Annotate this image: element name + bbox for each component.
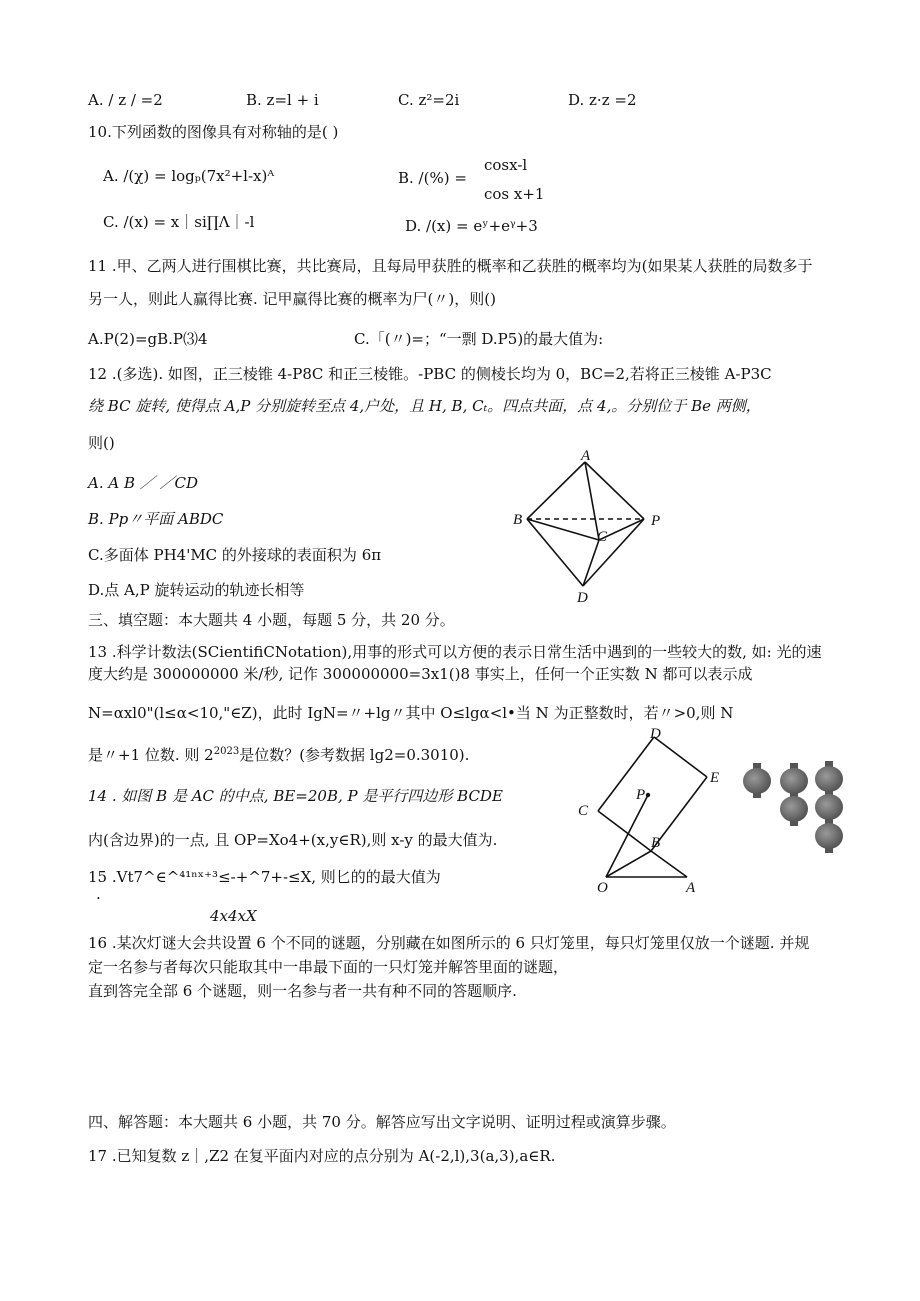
q11-line-1: 11 .甲、乙两人进行围棋比赛，共比赛局，且每局甲获胜的概率和乙获胜的概率均为(如果某人获胜的局数多于 [88, 257, 813, 275]
q9-option-d: D. z·z =2 [568, 91, 637, 109]
parallelogram-figure [570, 722, 730, 894]
label-b: B [651, 835, 661, 851]
label-e: E [710, 770, 720, 786]
q13-line-4 [88, 742, 469, 765]
q13-line-1: 13 .科学计数法(SCientifiCNotation),用事的形式可以方便的表示日常生活中遇到的一些较大的数, 如: 光的速 [88, 643, 822, 661]
label-c: C [597, 529, 608, 545]
q12-line-2: 绕 BC 旋转, 使得点 A,P 分别旋转至点 4,户处，且 H, B, Cₜ。四点共面，点 4,。分别位于 Be 两侧， [88, 397, 761, 415]
q12-option-b: B. Pp〃平面 ABDC [88, 510, 224, 528]
edge-bd [527, 519, 583, 586]
edge-pd [583, 519, 644, 586]
label-d: D [650, 726, 661, 742]
q12-option-d: D.点 A,P 旋转运动的轨迹长相等 [88, 581, 305, 599]
bipyramid-figure [505, 448, 695, 608]
q10-option-a: A. /(χ) = logₚ(7x²+l-x)ᴬ [103, 167, 275, 185]
section-4-heading: 四、解答题：本大题共 6 小题，共 70 分。解答应写出文字说明、证明过程或演算步骤。 [88, 1113, 676, 1131]
lantern-string-middle [780, 763, 808, 826]
q10-option-b-prefix: B. /(%) = [398, 169, 467, 187]
lantern [743, 768, 771, 794]
edge-de [654, 737, 707, 777]
q9-option-a: A. / z / =2 [88, 91, 163, 109]
label-a: A [686, 880, 696, 894]
q13-line-2: 度大约是 300000000 米/秒, 记作 300000000=3x1()8 事实上，任何一个正实数 N 都可以表示成 [88, 665, 753, 683]
lantern [815, 766, 843, 792]
q10-option-b-numerator: cosx-l [484, 156, 528, 174]
label-p: P [651, 513, 661, 529]
q11-options-cd: C.「(〃)=；“一剽 D.P5)的最大值为: [354, 330, 604, 348]
q13-line-4-end: 是位数？(参考数据 lg2=0.3010). [239, 746, 470, 764]
q16-line-2: 定一名参与者每次只能取其中一串最下面的一只灯笼并解答里面的谜题， [88, 958, 569, 976]
q11-line-2: 另一人，则此人赢得比赛. 记甲赢得比赛的概率为尸(〃)，则() [88, 290, 496, 308]
segment-ba [651, 851, 687, 877]
q15-dot: . [96, 885, 101, 903]
point-p [646, 793, 650, 797]
lantern [780, 796, 808, 822]
q13-line-4-start: 是〃+1 位数. 则 2 [88, 746, 214, 764]
lantern-string-right [815, 761, 843, 853]
q10-option-d: D. /(x) = eʸ+eᵞ+3 [405, 217, 538, 235]
edge-cd [583, 540, 599, 586]
q16-line-1: 16 .某次灯谜大会共设置 6 个不同的谜题，分别藏在如图所示的 6 只灯笼里，每只灯笼里仅放一个谜题. 并规 [88, 934, 810, 952]
label-a: A [581, 448, 591, 464]
q12-option-c: C.多面体 PH4'MC 的外接球的表面积为 6π [88, 546, 382, 564]
q11-options-ab: A.P(2)=gB.P⑶4 [88, 330, 208, 348]
label-p: P [636, 787, 646, 803]
q12-option-a: A. A B ／ ／CD [88, 474, 199, 492]
q9-option-c: C. z²=2i [398, 91, 460, 109]
edge-bc [527, 519, 599, 540]
q15-line-1: 15 .Vt7^∈^⁴¹ⁿˣ⁺³≤-+^7+-≤X, 则匕的的最大值为 [88, 868, 441, 886]
q13-line-3: N=αxl0"(l≤α<10,"∈Z)，此时 IgN=〃+lg〃其中 O≤lgα<l•当 N 为正整数时，若〃>0,则 N [88, 704, 734, 722]
q9-option-b: B. z=l + i [246, 91, 319, 109]
label-c: C [578, 803, 589, 819]
section-3-heading: 三、填空题：本大题共 4 小题，每题 5 分，共 20 分。 [88, 611, 455, 629]
lantern-string-left [743, 763, 771, 798]
edge-ab [527, 462, 585, 519]
lantern [815, 794, 843, 820]
edge-cb [598, 811, 651, 851]
q14-line-2: 内(含边界)的一点, 且 OP=Xo4+(x,y∈R),则 x-y 的最大值为. [88, 831, 498, 849]
q15-line-2: 4x4xX [210, 907, 257, 925]
label-d: D [577, 590, 588, 606]
q12-line-1: 12 .(多选). 如图，正三棱锥 4-P8C 和正三棱锥。-PBC 的侧棱长均为 0，BC=2,若将正三棱锥 A-P3C [88, 365, 772, 383]
q17-line-1: 17 .已知复数 z｜,Z2 在复平面内对应的点分别为 A(-2,l),3(a,3),a∈R. [88, 1147, 556, 1165]
label-b: B [513, 512, 523, 528]
lanterns-figure [740, 757, 850, 867]
q13-exponent: 2023 [213, 746, 240, 757]
label-o: O [597, 880, 608, 894]
q10-option-b-denominator: cos x+1 [484, 185, 545, 203]
lantern [815, 823, 843, 849]
lantern [780, 768, 808, 794]
q10-stem: 10.下列函数的图像具有对称轴的是( ) [88, 123, 339, 141]
q16-line-3: 直到答完全部 6 个谜题，则一名参与者一共有种不同的答题顺序. [88, 982, 517, 1000]
q14-line-1: 14 . 如图 B 是 AC 的中点, BE=20B, P 是平行四边形 BCDE [88, 787, 503, 805]
q12-line-3: 则() [88, 434, 115, 452]
q10-option-c: C. /(x) = x｜si∏Λ｜-l [103, 213, 255, 231]
